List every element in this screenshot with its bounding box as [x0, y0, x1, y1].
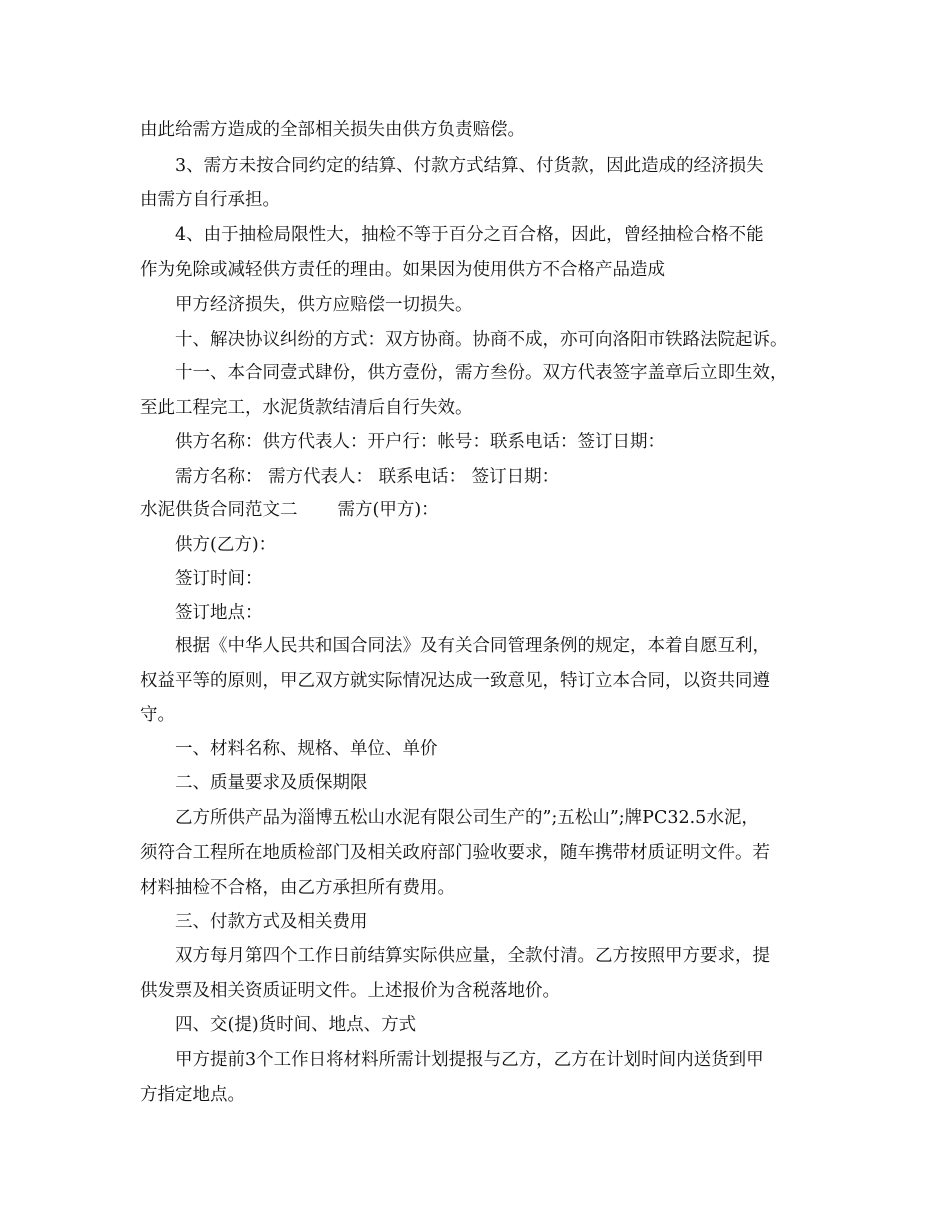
text-line: 十、解决协议纠纷的方式：双方协商。协商不成，亦可向洛阳市铁路法院起诉。: [175, 330, 788, 350]
text-line: 须符合工程所在地质检部门及相关政府部门验收要求，随车携带材质证明文件。若: [140, 843, 770, 863]
text-line: 二、质量要求及质保期限: [175, 773, 368, 793]
text-line: 四、交(提)货时间、地点、方式: [175, 1015, 417, 1035]
text-line: 一、材料名称、规格、单位、单价: [175, 739, 438, 759]
text-line: 由需方自行承担。: [140, 190, 280, 210]
text-line: 由此给需方造成的全部相关损失由供方负责赔偿。: [140, 120, 525, 140]
text-line: 签订地点：: [175, 603, 263, 623]
party-label: 需方(甲方)：: [337, 500, 439, 520]
text-line: 作为免除或减轻供方责任的理由。如果因为使用供方不合格产品造成: [140, 260, 665, 280]
text-line: 方指定地点。: [140, 1085, 245, 1105]
text-line: 双方每月第四个工作日前结算实际供应量，全款付清。乙方按照甲方要求，提: [175, 946, 770, 966]
text-line: 供发票及相关资质证明文件。上述报价为含税落地价。: [140, 981, 560, 1001]
text-line: 根据《中华人民共和国合同法》及有关合同管理条例的规定，本着自愿互利，: [175, 636, 770, 656]
text-line: 签订时间：: [175, 569, 263, 589]
text-line: 供方名称：供方代表人：开户行：帐号：联系电话：签订日期：: [175, 432, 665, 452]
text-line: 3、需方未按合同约定的结算、付款方式结算、付货款，因此造成的经济损失: [175, 156, 764, 176]
text-line: 守。: [140, 705, 175, 725]
text-line: 材料抽检不合格，由乙方承担所有费用。: [140, 878, 455, 898]
text-line: 4、由于抽检局限性大，抽检不等于百分之百合格，因此，曾经抽检合格不能: [175, 225, 764, 245]
text-line: 甲方提前3个工作日将材料所需计划提报与乙方，乙方在计划时间内送货到甲: [175, 1050, 764, 1070]
text-line: 三、付款方式及相关费用: [175, 912, 368, 932]
text-line: 乙方所供产品为淄博五松山水泥有限公司生产的”;五松山”;牌PC32.5水泥，: [175, 808, 759, 828]
text-line: 需方名称： 需方代表人： 联系电话： 签订日期：: [175, 467, 560, 487]
text-line: 供方(乙方)：: [175, 535, 277, 555]
text-line: 至此工程完工，水泥货款结清后自行失效。: [140, 398, 473, 418]
text-line: [140, 493, 950, 527]
text-line: 十一、本合同壹式肆份，供方壹份，需方叁份。双方代表签字盖章后立即生效，: [175, 363, 788, 383]
text-line: 权益平等的原则，甲乙双方就实际情况达成一致意见，特订立本合同，以资共同遵: [140, 671, 770, 691]
section-title: 水泥供货合同范文二: [140, 500, 298, 520]
text-line: 甲方经济损失，供方应赔偿一切损失。: [175, 295, 473, 315]
